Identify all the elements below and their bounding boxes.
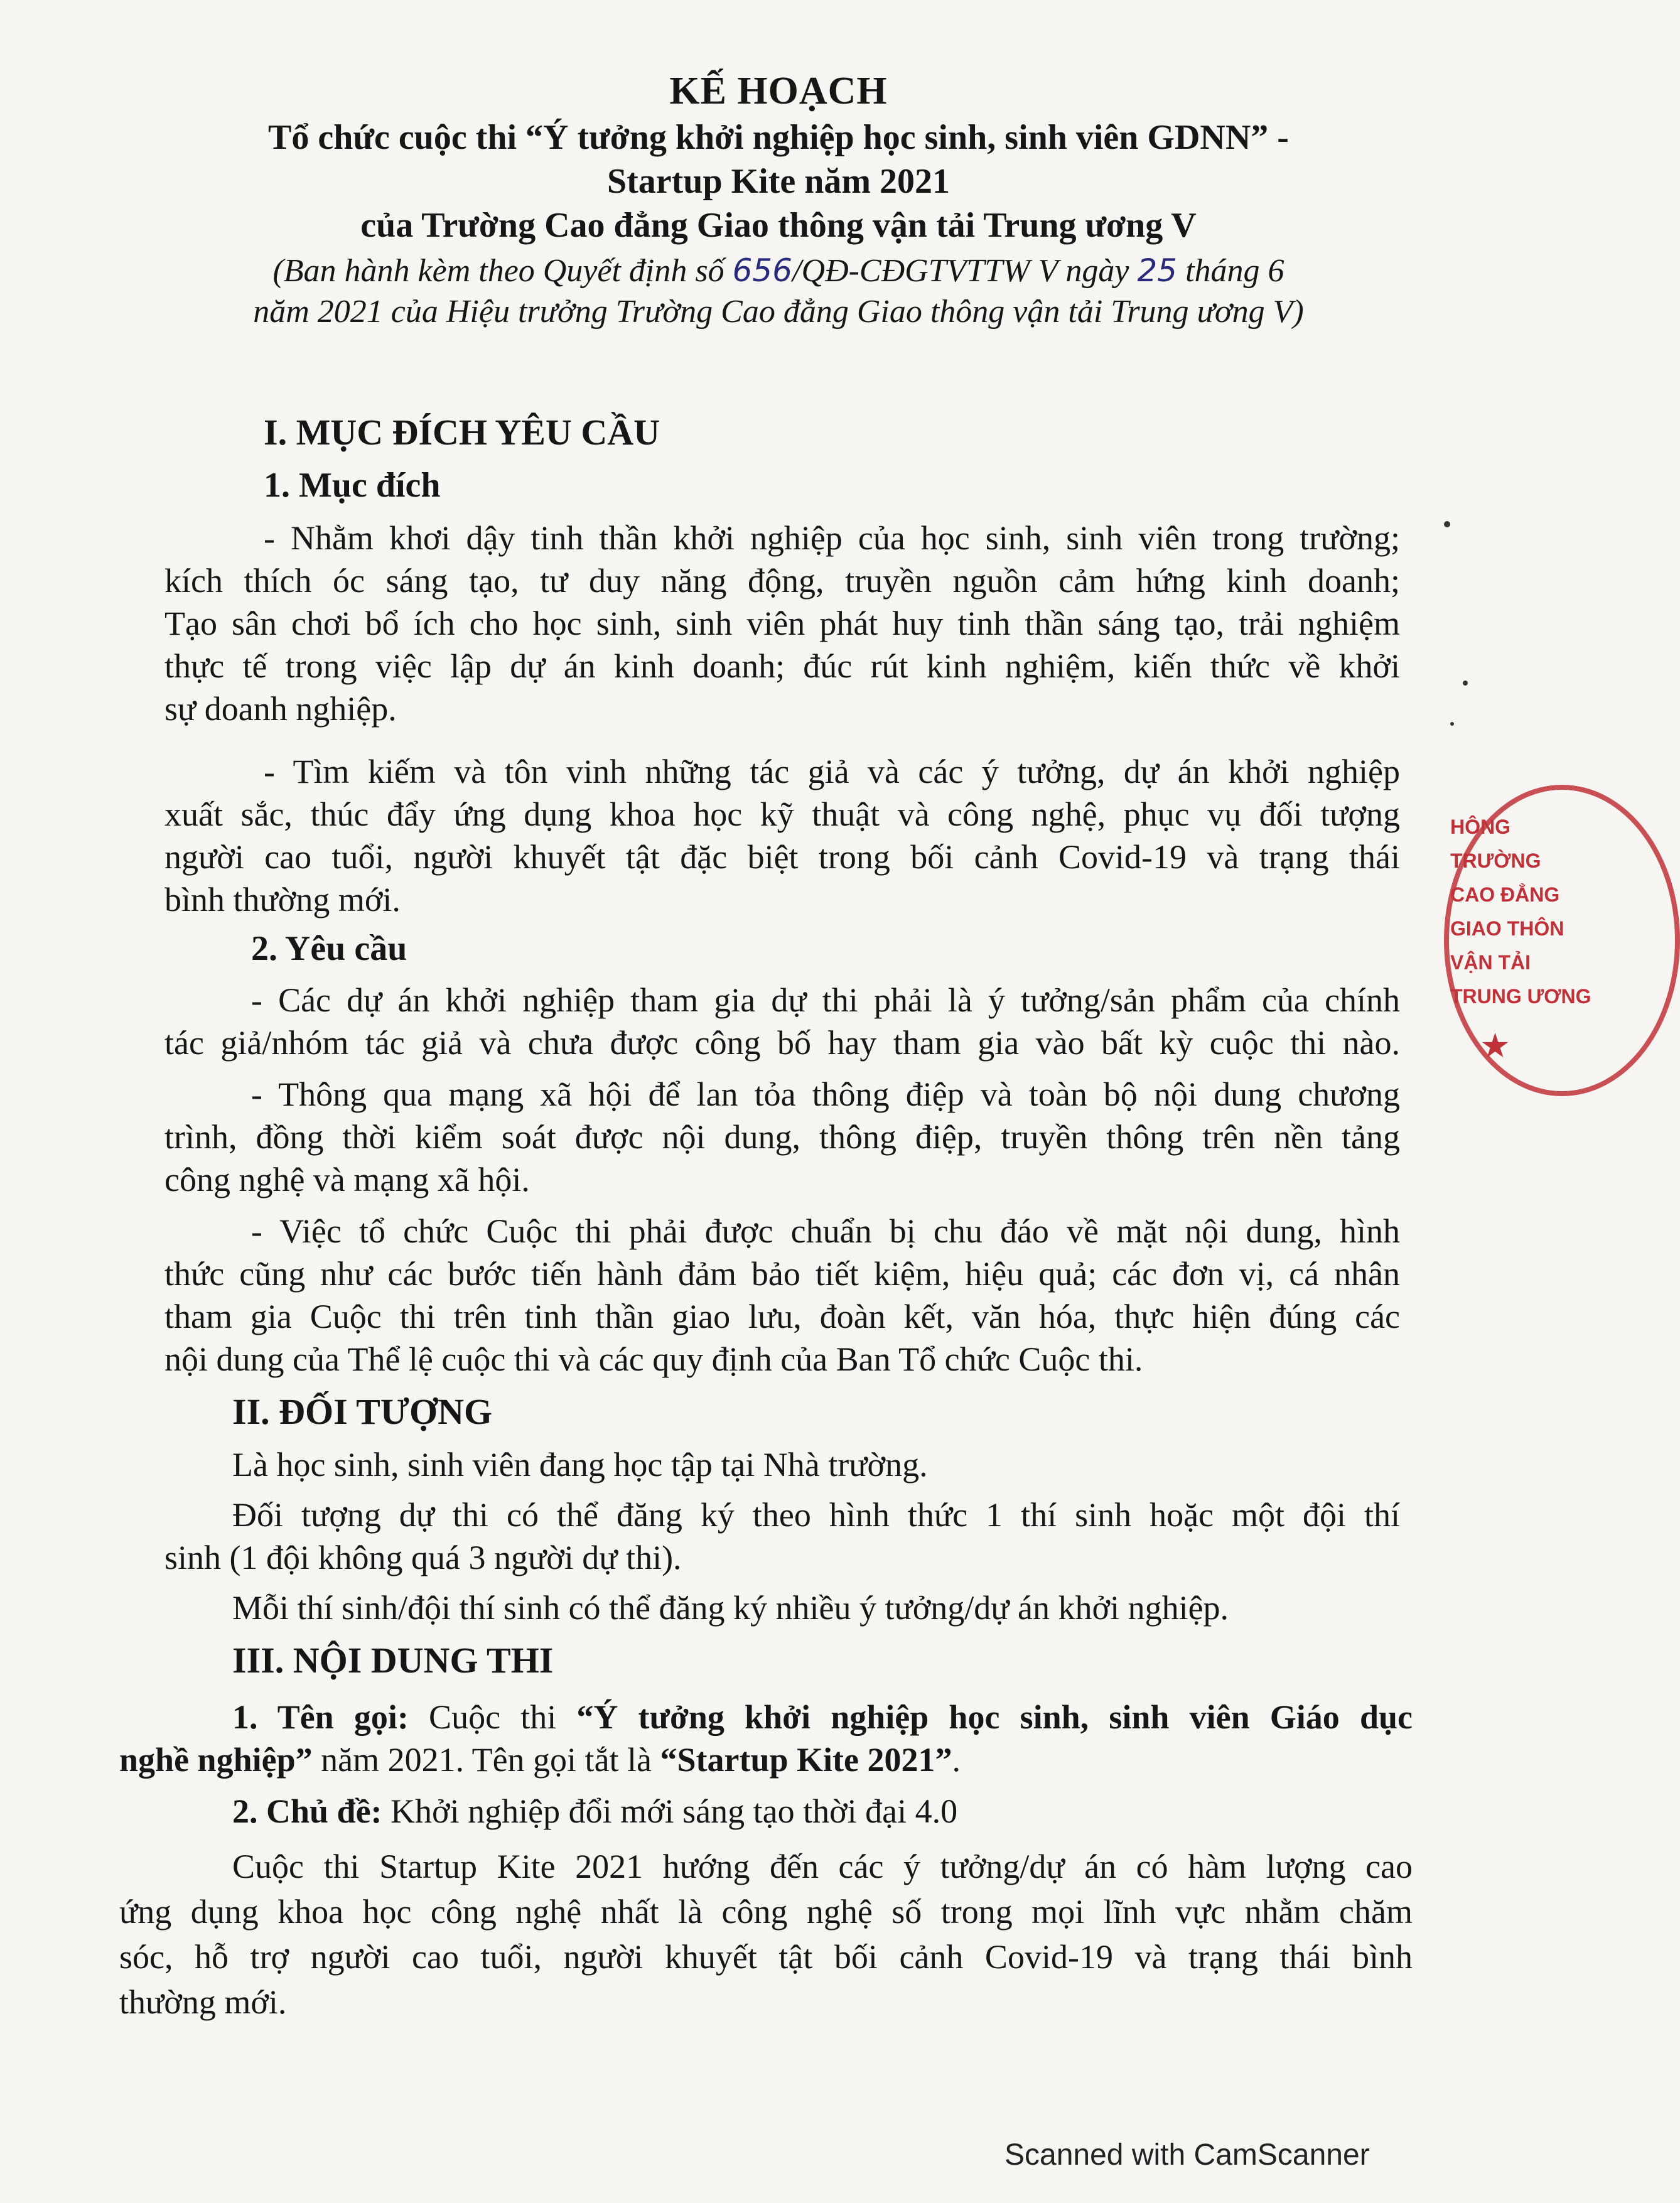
document-subtitle-line3: của Trường Cao đẳng Giao thông vận tải Trung ương V <box>360 206 1197 245</box>
section-2-para-1: Là học sinh, sinh viên đang học tập tại Nhà trường. <box>232 1446 928 1484</box>
name-text-1: Cuộc thi <box>408 1698 577 1736</box>
name-text-2: năm 2021. Tên gọi tắt là <box>312 1741 660 1779</box>
document-subtitle-line1: Tổ chức cuộc thi “Ý tưởng khởi nghiệp học sinh, sinh viên GDNN” - <box>268 118 1289 157</box>
section-3-para-line: ứng dụng khoa học công nghệ nhất là công nghệ số trong mọi lĩnh vực nhằm chăm <box>119 1893 1413 1931</box>
scan-speck <box>1463 681 1468 686</box>
section-1-sub-1: 1. Mục đích <box>264 466 441 505</box>
section-1-sub-2: 2. Yêu cầu <box>251 929 407 968</box>
scan-speck <box>1450 722 1454 726</box>
para-4-line: - Thông qua mạng xã hội để lan tỏa thông điệp và toàn bộ nội dung chương <box>251 1075 1400 1113</box>
section-3-theme <box>232 1791 957 1832</box>
stamp-line: TRUNG ƯƠNG <box>1450 985 1591 1008</box>
stamp-line: CAO ĐẲNG <box>1450 883 1560 906</box>
section-1-heading: I. MỤC ĐÍCH YÊU CẦU <box>264 412 660 453</box>
section-3-heading: III. NỘI DUNG THI <box>232 1640 554 1681</box>
stamp-line: VẬN TẢI <box>1450 951 1531 974</box>
section-3-name-line2 <box>119 1739 961 1780</box>
theme-text: Khởi nghiệp đổi mới sáng tạo thời đại 4.0 <box>382 1792 958 1830</box>
stamp-line: GIAO THÔN <box>1450 917 1564 940</box>
issuance-note-line2: năm 2021 của Hiệu trưởng Trường Cao đẳng Giao thông vận tải Trung ương V) <box>253 294 1304 330</box>
para-1-line: kích thích óc sáng tạo, tư duy năng động, truyền nguồn cảm hứng kinh doanh; <box>164 562 1400 600</box>
issuance-text-c: tháng 6 <box>1177 253 1284 289</box>
document-subtitle-line2: Startup Kite năm 2021 <box>607 162 950 201</box>
para-4-line: trình, đồng thời kiểm soát được nội dung, thông điệp, truyền thông trên nền tảng <box>164 1118 1400 1156</box>
para-2-line: bình thường mới. <box>164 881 401 918</box>
para-5-line: tham gia Cuộc thi trên tinh thần giao lưu, đoàn kết, văn hóa, thực hiện đúng các <box>164 1298 1400 1335</box>
stamp-line: HÔNG <box>1450 816 1510 838</box>
decision-number-handwritten: 656 <box>732 252 793 289</box>
section-3-para-line: thường mới. <box>119 1983 287 2021</box>
para-5-line: - Việc tổ chức Cuộc thi phải được chuẩn bị chu đáo về mặt nội dung, hình <box>251 1212 1400 1250</box>
issuance-text-a: (Ban hành kèm theo Quyết định số <box>272 253 733 289</box>
para-2-line: người cao tuổi, người khuyết tật đặc biệt trong bối cảnh Covid-19 và trạng thái <box>164 838 1400 876</box>
scan-speck <box>1444 521 1450 527</box>
para-4-line: công nghệ và mạng xã hội. <box>164 1161 530 1198</box>
issuance-note-line1 <box>0 250 1557 292</box>
section-2-para-3: Mỗi thí sinh/đội thí sinh có thể đăng ký nhiều ý tưởng/dự án khởi nghiệp. <box>232 1589 1229 1627</box>
section-2-para-2-line: Đối tượng dự thi có thể đăng ký theo hình thức 1 thí sinh hoặc một đội thí <box>232 1496 1400 1534</box>
section-2-para-2-line: sinh (1 đội không quá 3 người dự thi). <box>164 1539 682 1576</box>
section-3-para-line: Cuộc thi Startup Kite 2021 hướng đến các ý tưởng/dự án có hàm lượng cao <box>232 1848 1413 1885</box>
contest-short-name: “Startup Kite 2021” <box>660 1741 952 1779</box>
section-3-para-line: sóc, hỗ trợ người cao tuổi, người khuyết tật bối cảnh Covid-19 và trạng thái bình <box>119 1938 1413 1976</box>
para-2-line: - Tìm kiếm và tôn vinh những tác giả và các ý tưởng, dự án khởi nghiệp <box>264 753 1400 790</box>
issue-day-handwritten: 25 <box>1137 252 1178 289</box>
para-2-line: xuất sắc, thúc đẩy ứng dụng khoa học kỹ thuật và công nghệ, phục vụ đối tượng <box>164 795 1400 833</box>
para-1-line: Tạo sân chơi bổ ích cho học sinh, sinh viên phát huy tinh thần sáng tạo, trải nghiệm <box>164 605 1400 642</box>
name-text-3: . <box>952 1741 961 1779</box>
para-1-line: - Nhằm khơi dậy tinh thần khởi nghiệp của học sinh, sinh viên trong trường; <box>264 519 1400 557</box>
stamp-star-icon: ★ <box>1482 1030 1509 1063</box>
theme-label: 2. Chủ đề: <box>232 1792 382 1830</box>
para-1-line: sự doanh nghiệp. <box>164 690 397 728</box>
contest-name-bold-end: nghề nghiệp” <box>119 1741 313 1779</box>
stamp-text <box>1450 810 1591 1013</box>
para-3-line: - Các dự án khởi nghiệp tham gia dự thi phải là ý tưởng/sản phẩm của chính <box>251 981 1400 1019</box>
section-3-name-line1 <box>232 1696 1413 1738</box>
scanner-watermark: Scanned with CamScanner <box>1004 2138 1370 2172</box>
para-3-line: tác giả/nhóm tác giả và chưa được công bố hay tham gia vào bất kỳ cuộc thi nào. <box>164 1024 1400 1062</box>
document-title: KẾ HOẠCH <box>669 70 888 112</box>
name-label: 1. Tên gọi: <box>232 1698 409 1736</box>
stamp-line: TRƯỜNG <box>1450 849 1541 872</box>
section-2-heading: II. ĐỐI TƯỢNG <box>232 1391 493 1432</box>
contest-name-bold: “Ý tưởng khởi nghiệp học sinh, sinh viên Giáo dục <box>576 1698 1413 1736</box>
para-1-line: thực tế trong việc lập dự án kinh doanh; đúc rút kinh nghiệm, kiến thức về khởi <box>164 647 1400 685</box>
issuance-text-b: /QĐ-CĐGTVTTW V ngày <box>792 253 1138 289</box>
para-5-line: nội dung của Thể lệ cuộc thi và các quy định của Ban Tổ chức Cuộc thi. <box>164 1340 1143 1378</box>
para-5-line: thức cũng như các bước tiến hành đảm bảo tiết kiệm, hiệu quả; các đơn vị, cá nhân <box>164 1255 1400 1293</box>
official-stamp <box>1444 785 1595 1099</box>
